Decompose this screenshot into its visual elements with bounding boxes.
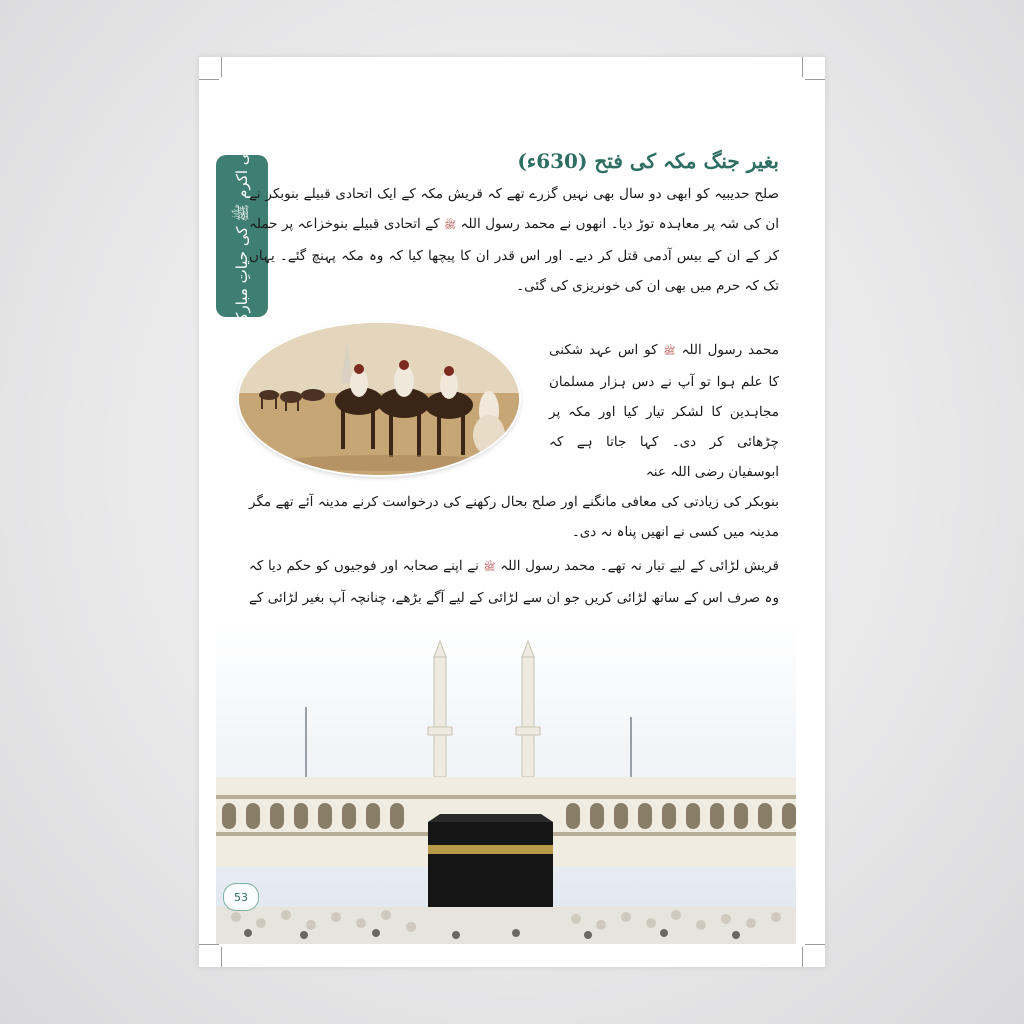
camel-caravan-illustration [239, 323, 519, 475]
page-number: 53 [223, 883, 259, 911]
crop-mark [805, 944, 825, 945]
crop-mark [221, 57, 222, 77]
crop-mark [802, 947, 803, 967]
crop-mark [221, 947, 222, 967]
section-title: بغیر جنگ مکہ کی فتح (630ء) [517, 149, 779, 173]
salla-glyph: ﷺ [663, 346, 676, 357]
paragraph-2: محمد رسول اللہ ﷺ کو اس عہد شکنی کا علم ہوا تو آپ نے دس ہزار مسلمان مجاہدین کا لشکر تیار کیا اور مکہ پر چڑھائی کر دی۔ کہا جاتا ہے کہ ابوسفیان رضی اللہ عنہ [549, 342, 779, 480]
salla-glyph: ﷺ [443, 220, 457, 231]
crop-mark [199, 79, 219, 80]
paragraph-4: قریش لڑائی کے لیے تیار نہ تھے۔ محمد رسول اللہ ﷺ نے اپنے صحابہ اور فوجیوں کو حکم دیا کہ وہ صرف اس کے ساتھ لڑائی کریں جو ان سے لڑائی کے لیے آگے بڑھے، چنانچہ آپ بغیر لڑائی کے [249, 551, 779, 645]
paragraph-3: بنوبکر کی زیادتی کی معافی مانگنے اور صلح بحال رکھنے کی درخواست کرنے مدینہ آئے تھے مگر مدینہ میں کسی نے انھیں پناہ نہ دی۔ [249, 494, 779, 540]
crop-mark [802, 57, 803, 77]
crop-mark [805, 79, 825, 80]
chapter-side-tab-label: نبی اکرم ﷺ کی حیاتِ مبارکہ [233, 143, 251, 329]
book-page [199, 57, 825, 967]
salla-glyph: ﷺ [483, 562, 496, 573]
kaaba-photo [216, 617, 796, 944]
paragraph-1: صلح حدیبیہ کو ابھی دو سال بھی نہیں گزرے تھے کہ قریش مکہ کے ایک اتحادی قبیلے بنوبکر نے ان کی شہ پر معاہدہ توڑ دیا۔ انھوں نے محمد رسول اللہ ﷺ کے اتحادی قبیلے بنوخزاعہ پر حملہ کر کے ان کے بیس آدمی قتل کر دیے۔ اور اس قدر ان کا پیچھا کیا کہ وہ مکہ پہنچ گئے۔ یہاں تک کہ حرم میں بھی ان کی خونریزی کی گئی۔ [249, 186, 779, 294]
crop-mark [199, 944, 219, 945]
